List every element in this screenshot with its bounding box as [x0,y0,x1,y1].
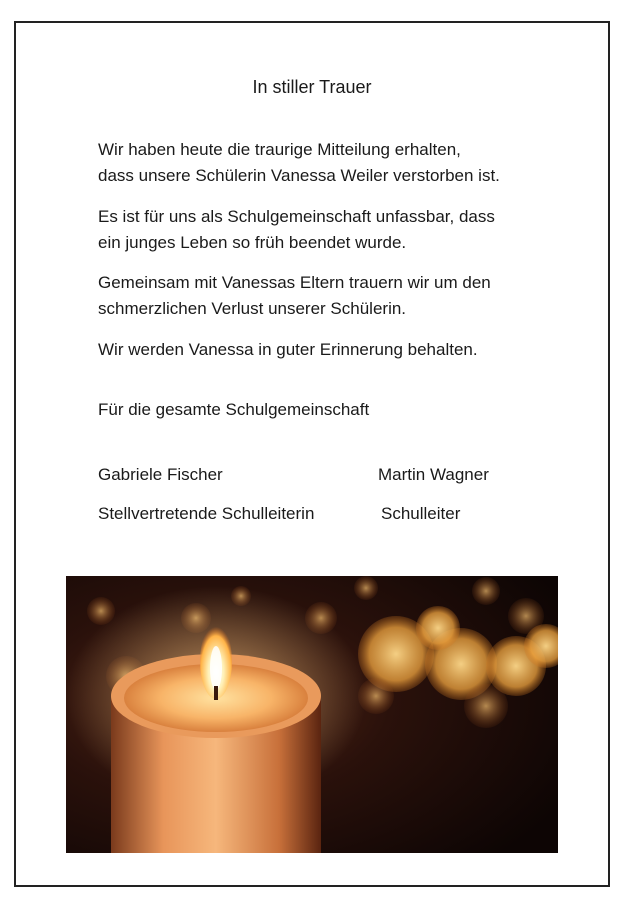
signatory-name: Martin Wagner [378,465,489,484]
mourning-notice-page [14,21,610,887]
signatory-name: Gabriele Fischer [98,465,223,484]
paragraph-line: Wir werden Vanessa in guter Erinnerung behalten. [98,340,478,359]
signatory-role: Schulleiter [381,504,461,523]
paragraph-condolence [98,270,538,322]
paragraph-line: ein junges Leben so früh beendet wurde. [98,233,407,252]
paragraph-line: Wir haben heute die traurige Mitteilung erhalten, [98,140,461,159]
paragraph-disbelief [98,204,538,256]
notice-title: In stiller Trauer [252,77,372,97]
paragraph-line: schmerzlichen Verlust unserer Schülerin. [98,299,407,318]
signatory-role: Stellvertretende Schulleiterin [98,504,315,523]
paragraph-line: Es ist für uns als Schulgemeinschaft unfassbar, dass [98,207,495,226]
paragraph-announcement [98,137,538,189]
paragraph-remembrance [98,337,538,363]
paragraph-line: dass unsere Schülerin Vanessa Weiler verstorben ist. [98,166,500,185]
closing-line: Für die gesamte Schulgemeinschaft [98,400,370,419]
candle-photo [66,576,558,853]
paragraph-line: Gemeinsam mit Vanessas Eltern trauern wir um den [98,273,491,292]
